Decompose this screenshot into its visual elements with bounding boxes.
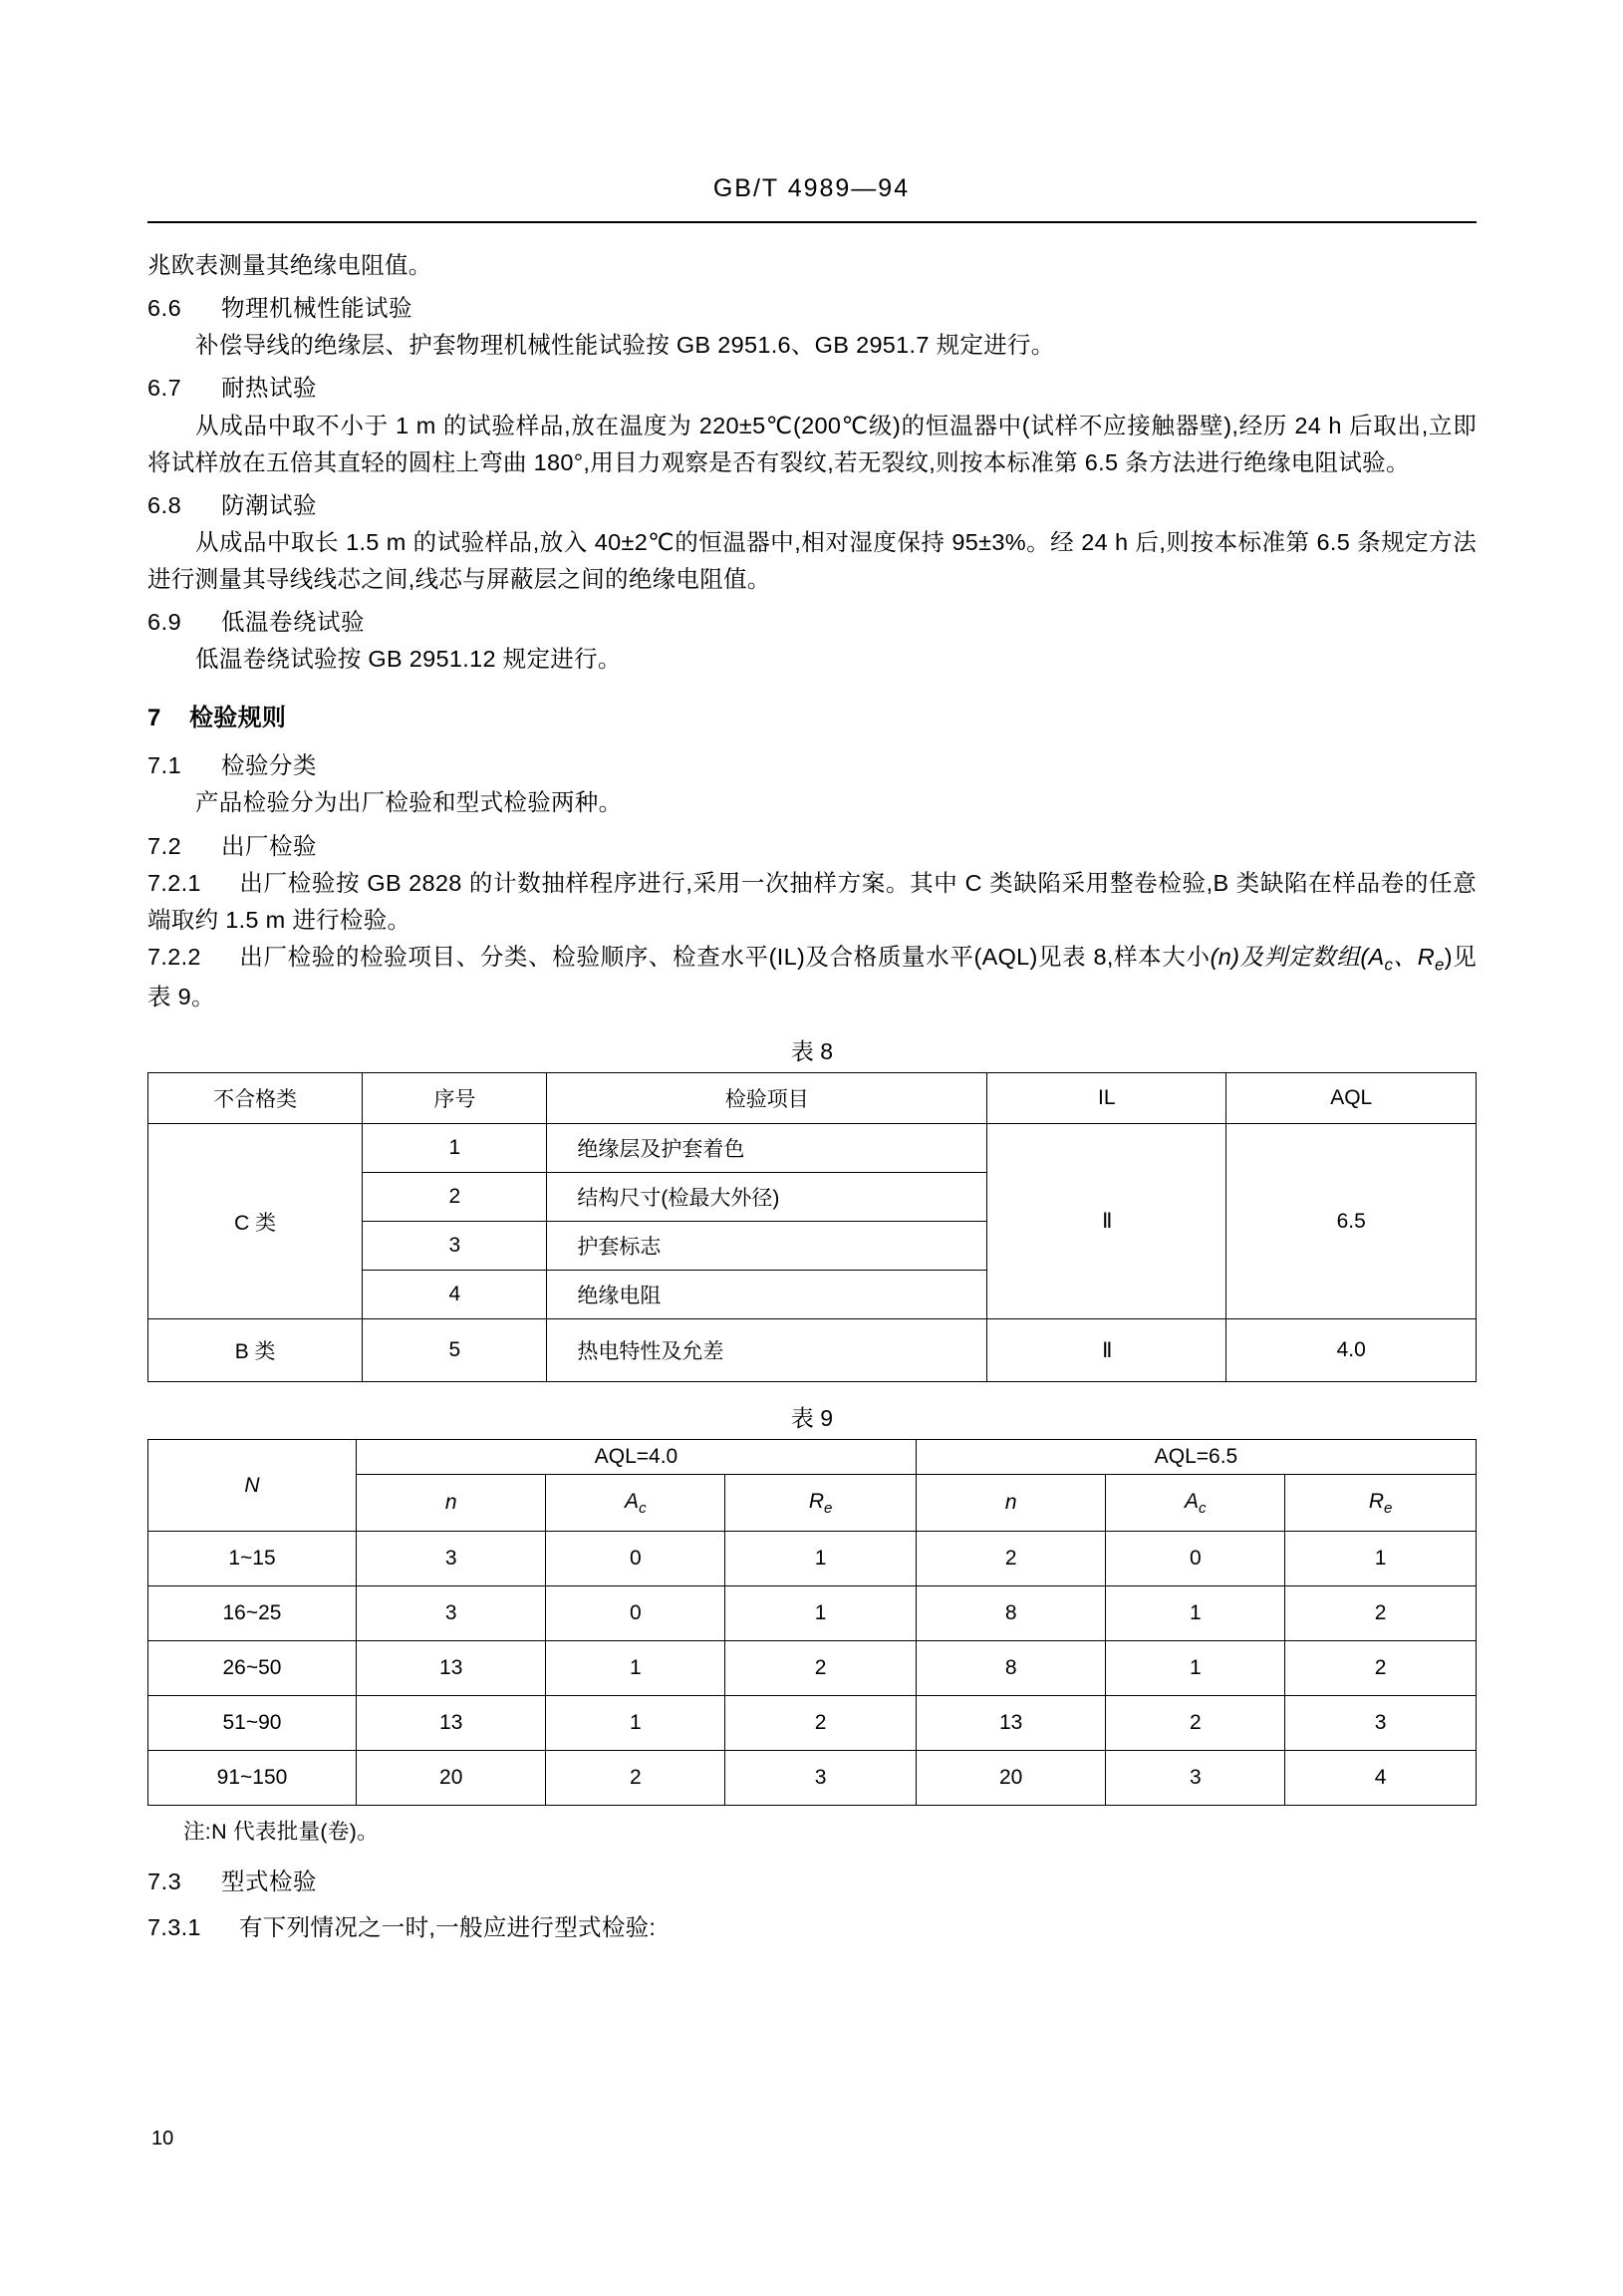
group-header-aql-4: AQL=4.0 <box>357 1440 917 1475</box>
section-number: 7.3.1 <box>147 1913 201 1940</box>
section-number: 7.2.1 <box>147 869 201 896</box>
table-row <box>148 1440 1477 1475</box>
cell-aql: 6.5 <box>1226 1124 1477 1319</box>
cell-value: 1 <box>725 1586 917 1641</box>
section-6-9-paragraph: 低温卷绕试验按 GB 2951.12 规定进行。 <box>195 646 622 673</box>
cell-value: 13 <box>357 1696 546 1751</box>
cell-value: 4 <box>1285 1751 1477 1806</box>
page-header <box>147 174 1476 203</box>
section-number: 6.8 <box>147 491 182 518</box>
cell-batch-range: 26~50 <box>148 1641 357 1696</box>
cell-value: 13 <box>357 1641 546 1696</box>
cell-batch-range: 1~15 <box>148 1532 357 1586</box>
section-text-part2b: 、R <box>1393 943 1436 970</box>
cell-value: 2 <box>546 1751 725 1806</box>
cell-value: 1 <box>1285 1532 1477 1586</box>
section-heading-6-7 <box>147 370 1477 407</box>
section-number: 6.7 <box>147 375 182 402</box>
section-title: 防潮试验 <box>221 491 317 518</box>
cell-item: 护套标志 <box>547 1222 987 1271</box>
cell-value: 20 <box>357 1751 546 1806</box>
section-title: 出厂检验 <box>221 832 317 859</box>
cell-value: 0 <box>1106 1532 1285 1586</box>
chapter-title: 检验规则 <box>189 705 287 732</box>
section-text-part2c: )见表 9。 <box>147 943 1477 1010</box>
sub-header-n-1: n <box>357 1475 546 1532</box>
section-title: 检验分类 <box>221 752 317 779</box>
section-text: 有下列情况之一时,一般应进行型式检验: <box>239 1913 657 1940</box>
col-header-serial: 序号 <box>363 1073 547 1124</box>
sub-header-ac-1: $A_c$ <box>546 1475 725 1532</box>
cell-item: 结构尺寸(检最大外径) <box>547 1173 987 1222</box>
table-9-caption: 表 9 <box>790 1405 834 1432</box>
cell-serial: 2 <box>363 1173 547 1222</box>
cell-batch-range: 16~25 <box>148 1586 357 1641</box>
cell-value: 8 <box>916 1641 1105 1696</box>
cell-value: 2 <box>1285 1586 1477 1641</box>
cell-value: 2 <box>725 1641 917 1696</box>
table-row <box>148 1586 1477 1641</box>
table-9-note: 注:N 代表批量(卷)。 <box>183 1820 379 1845</box>
section-heading-7-3 <box>147 1864 1477 1900</box>
cell-value: 8 <box>916 1586 1105 1641</box>
sub-header-ac-2: $A_c$ <box>1106 1475 1285 1532</box>
section-heading-6-9 <box>147 604 1477 641</box>
table-row <box>148 1073 1477 1124</box>
cell-batch-range: 91~150 <box>148 1751 357 1806</box>
section-heading-6-8 <box>147 487 1477 524</box>
section-number: 7.1 <box>147 752 182 779</box>
cell-batch-range: 51~90 <box>148 1696 357 1751</box>
cell-value: 20 <box>916 1751 1105 1806</box>
header-divider <box>147 221 1477 223</box>
table-row <box>148 1751 1477 1806</box>
cell-value: 3 <box>357 1586 546 1641</box>
section-title: 物理机械性能试验 <box>221 295 412 322</box>
section-6-6-paragraph: 补偿导线的绝缘层、护套物理机械性能试验按 GB 2951.6、GB 2951.7 规定进行。 <box>195 332 1055 359</box>
section-text: 出厂检验按 GB 2828 的计数抽样程序进行,采用一次抽样方案。其中 C 类缺陷采用整卷检验,B 类缺陷在样品卷的任意端取约 1.5 m 进行检验。 <box>147 869 1477 933</box>
sub-header-re-1: $R_e$ <box>725 1475 917 1532</box>
subscript-e: e <box>1435 955 1445 975</box>
table-8-caption: 表 8 <box>790 1038 834 1065</box>
section-6-8-paragraph: 从成品中取长 1.5 m 的试验样品,放入 40±2℃的恒温器中,相对湿度保持 95±3%。经 24 h 后,则按本标准第 6.5 条规定方法进行测量其导线线芯之间,线芯与屏蔽层之间的绝缘电阻值。 <box>147 528 1477 592</box>
chapter-heading-7 <box>147 700 1477 737</box>
col-header-defect-class: 不合格类 <box>148 1073 363 1124</box>
section-heading-7-2 <box>147 828 1477 865</box>
standard-code: GB/T 4989—94 <box>712 174 911 202</box>
table-8 <box>147 1072 1477 1382</box>
cell-class-b: B 类 <box>148 1319 363 1382</box>
cell-class-c: C 类 <box>148 1124 363 1319</box>
section-7-3-1-paragraph <box>147 1909 1477 1946</box>
cell-value: 3 <box>725 1751 917 1806</box>
cell-serial: 5 <box>363 1319 547 1382</box>
cell-value: 13 <box>916 1696 1105 1751</box>
section-7-2-2-paragraph <box>147 939 1477 1016</box>
page-number: 10 <box>151 2128 174 2150</box>
section-text-part2: (n)及判定数组(A <box>1210 943 1385 970</box>
cell-item: 热电特性及允差 <box>547 1319 987 1382</box>
cell-value: 2 <box>1106 1696 1285 1751</box>
section-7-2-1-paragraph <box>147 865 1477 939</box>
group-header-aql-65: AQL=6.5 <box>916 1440 1476 1475</box>
cell-item: 绝缘电阻 <box>547 1271 987 1319</box>
section-heading-6-6 <box>147 290 1477 327</box>
intro-line: 兆欧表测量其绝缘电阻值。 <box>147 252 432 278</box>
cell-value: 2 <box>916 1532 1105 1586</box>
cell-value: 1 <box>1106 1641 1285 1696</box>
section-7-1-paragraph: 产品检验分为出厂检验和型式检验两种。 <box>195 789 623 816</box>
chapter-number: 7 <box>147 705 161 732</box>
cell-aql: 4.0 <box>1226 1319 1477 1382</box>
section-text-part1: 出厂检验的检验项目、分类、检验顺序、检查水平(IL)及合格质量水平(AQL)见表 8,样本大小 <box>239 943 1211 970</box>
section-number: 7.2 <box>147 832 182 859</box>
cell-value: 1 <box>725 1532 917 1586</box>
col-header-batch-n: N <box>148 1440 357 1532</box>
section-title: 低温卷绕试验 <box>221 609 365 636</box>
section-number: 6.6 <box>147 295 182 322</box>
section-title: 型式检验 <box>221 1868 317 1895</box>
cell-il: Ⅱ <box>987 1124 1226 1319</box>
col-header-il: IL <box>987 1073 1226 1124</box>
section-number: 7.3 <box>147 1868 182 1895</box>
subscript-c: c <box>1384 955 1394 975</box>
section-number: 6.9 <box>147 609 182 636</box>
section-6-7-paragraph: 从成品中取不小于 1 m 的试验样品,放在温度为 220±5℃(200℃级)的恒温器中(试样不应接触器壁),经历 24 h 后取出,立即将试样放在五倍其直轻的圆柱上弯曲 180°,用目力观察是否有裂纹,若无裂纹,则按本标准第 6.5 条方法进行绝缘电阻试验。 <box>147 412 1477 475</box>
table-row <box>148 1532 1477 1586</box>
table-row <box>148 1641 1477 1696</box>
sub-header-n-2: n <box>916 1475 1105 1532</box>
col-header-aql: AQL <box>1226 1073 1477 1124</box>
cell-value: 1 <box>1106 1586 1285 1641</box>
cell-serial: 3 <box>363 1222 547 1271</box>
cell-value: 3 <box>357 1532 546 1586</box>
cell-value: 2 <box>1285 1641 1477 1696</box>
cell-item: 绝缘层及护套着色 <box>547 1124 987 1173</box>
table-row <box>148 1319 1477 1382</box>
document-body <box>147 247 1477 1946</box>
table-row <box>148 1124 1477 1173</box>
cell-serial: 4 <box>363 1271 547 1319</box>
cell-value: 1 <box>546 1641 725 1696</box>
col-header-inspection-item: 检验项目 <box>547 1073 987 1124</box>
cell-value: 3 <box>1106 1751 1285 1806</box>
sub-header-re-2: $R_e$ <box>1285 1475 1477 1532</box>
cell-value: 2 <box>725 1696 917 1751</box>
section-number: 7.2.2 <box>147 943 201 970</box>
table-9 <box>147 1439 1477 1806</box>
section-title: 耐热试验 <box>221 375 317 402</box>
table-row <box>148 1696 1477 1751</box>
cell-value: 0 <box>546 1586 725 1641</box>
cell-value: 0 <box>546 1532 725 1586</box>
cell-value: 3 <box>1285 1696 1477 1751</box>
cell-serial: 1 <box>363 1124 547 1173</box>
section-heading-7-1 <box>147 747 1477 784</box>
cell-il: Ⅱ <box>987 1319 1226 1382</box>
cell-value: 1 <box>546 1696 725 1751</box>
